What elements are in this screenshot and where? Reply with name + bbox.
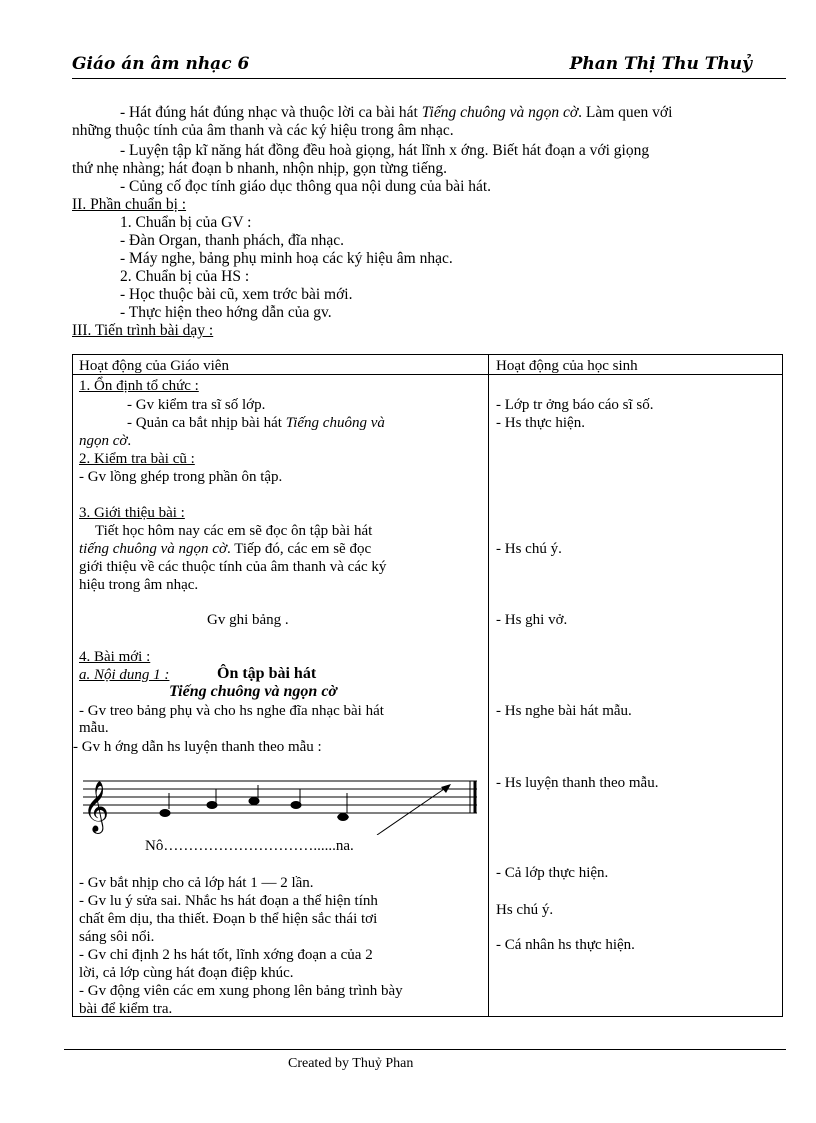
teacher-line: giới thiệu về các thuộc tính của âm thanh và các ký	[79, 559, 387, 575]
teacher-line: chất êm dịu, tha thiết. Đoạn b thể hiện sắc thái tơi	[79, 911, 378, 927]
teacher-line: - Gv h ớng dẫn hs luyện thanh theo mẫu :	[73, 739, 322, 755]
note-e4	[207, 802, 217, 809]
objective-2-cont: thứ nhẹ nhàng; hát đoạn b nhanh, nhộn nhịp, gọn từng tiếng.	[72, 160, 447, 177]
lesson-table	[72, 354, 783, 1017]
hs-prep-item: - Học thuộc bài cũ, xem trớc bài mới.	[120, 286, 353, 303]
student-line: - Hs ghi vở.	[496, 612, 568, 628]
board-note: Gv ghi bảng .	[207, 612, 289, 628]
teacher-line: - Gv kiểm tra sĩ số lớp.	[127, 397, 266, 413]
student-line: - Hs nghe bài hát mẫu.	[496, 703, 632, 719]
objective-1-cont: những thuộc tính của âm thanh và các ký hiệu trong âm nhạc.	[72, 122, 454, 139]
teacher-line: - Gv động viên các em xung phong lên bảng trình bày	[79, 983, 403, 999]
teacher-line: - Gv lu ý sửa sai. Nhắc hs hát đoạn a thể hiện tính	[79, 893, 378, 909]
slide-arrow	[377, 787, 447, 835]
student-line: - Hs chú ý.	[496, 541, 562, 557]
section-3-title: 3. Giới thiệu bài :	[79, 505, 185, 521]
teacher-line: bài để kiểm tra.	[79, 1001, 173, 1017]
footer-divider	[64, 1049, 786, 1050]
hs-prep-title: 2. Chuẩn bị của HS :	[120, 268, 250, 285]
content-1-heading: Ôn tập bài hát	[217, 665, 317, 682]
teacher-line: - Quản ca bắt nhịp bài hát Tiếng chuông và	[127, 415, 385, 431]
teacher-line: - Gv lồng ghép trong phần ôn tập.	[79, 469, 283, 485]
teacher-line: lời, cả lớp cùng hát đoạn điệp khúc.	[79, 965, 294, 981]
teacher-line: ngọn cờ.	[79, 433, 132, 449]
gv-prep-title: 1. Chuẩn bị của GV :	[120, 214, 252, 231]
hs-prep-item: - Thực hiện theo hớng dẫn của gv.	[120, 304, 332, 321]
objective-1: - Hát đúng hát đúng nhạc và thuộc lời ca bài hát Tiếng chuông và ngọn cờ. Làm quen với	[120, 104, 673, 121]
solfege-text: Nô…………………………......na.	[145, 838, 354, 854]
section-4-title: 4. Bài mới :	[79, 649, 151, 665]
content-1-label: a. Nội dung 1 :	[79, 667, 170, 683]
teacher-line: mẫu.	[79, 720, 109, 736]
objective-3: - Củng cố đọc tính giáo dục thông qua nội dung của bài hát.	[120, 178, 492, 195]
student-line: - Hs luyện thanh theo mẫu.	[496, 775, 659, 791]
process-title: III. Tiến trình bài dạy :	[72, 322, 214, 339]
treble-clef-icon: 𝄞	[83, 781, 110, 832]
header-right: Phan Thị Thu Thuỷ	[569, 54, 752, 74]
teacher-line: sáng sôi nổi.	[79, 929, 155, 945]
teacher-line: tiếng chuông và ngọn cờ. Tiếp đó, các em sẽ đọc	[79, 541, 372, 557]
song-title: Tiếng chuông và ngọn cờ	[169, 683, 338, 700]
teacher-line: hiệu trong âm nhạc.	[79, 577, 199, 593]
student-line: - Cả lớp thực hiện.	[496, 865, 609, 881]
student-line: - Cá nhân hs thực hiện.	[496, 937, 635, 953]
table-column-divider	[488, 355, 489, 1016]
vocal-exercise-staff	[79, 773, 483, 835]
teacher-line: Tiết học hôm nay các em sẽ đọc ôn tập bài hát	[95, 523, 373, 539]
student-line: - Lớp tr ởng báo cáo sĩ số.	[496, 397, 654, 413]
student-line: Hs chú ý.	[496, 902, 554, 918]
note-e4	[291, 802, 301, 809]
gv-prep-item: - Máy nghe, bảng phụ minh hoạ các ký hiệu âm nhạc.	[120, 250, 453, 267]
teacher-line: - Gv bắt nhịp cho cả lớp hát 1 — 2 lần.	[79, 875, 314, 891]
footer-credit: Created by Thuỷ Phan	[288, 1056, 414, 1071]
header-left: Giáo án âm nhạc 6	[72, 54, 250, 74]
section-1-title: 1. Ổn định tổ chức :	[79, 378, 199, 394]
gv-prep-item: - Đàn Organ, thanh phách, đĩa nhạc.	[120, 232, 344, 249]
objective-2: - Luyện tập kĩ năng hát đồng đều hoà giọng, hát lĩnh x ớng. Biết hát đoạn a với giọng	[120, 142, 650, 159]
col-teacher-header: Hoạt động của Giáo viên	[79, 358, 229, 374]
note-g4	[249, 798, 259, 805]
page-header	[72, 52, 786, 79]
prep-title: II. Phần chuẩn bị :	[72, 196, 187, 213]
teacher-line: - Gv chỉ định 2 hs hát tốt, lĩnh xớng đoạn a của 2	[79, 947, 373, 963]
student-line: - Hs thực hiện.	[496, 415, 585, 431]
teacher-line: - Gv treo bảng phụ và cho hs nghe đĩa nhạc bài hát	[79, 703, 384, 719]
section-2-title: 2. Kiểm tra bài cũ :	[79, 451, 195, 467]
col-student-header: Hoạt động của học sinh	[496, 358, 638, 374]
